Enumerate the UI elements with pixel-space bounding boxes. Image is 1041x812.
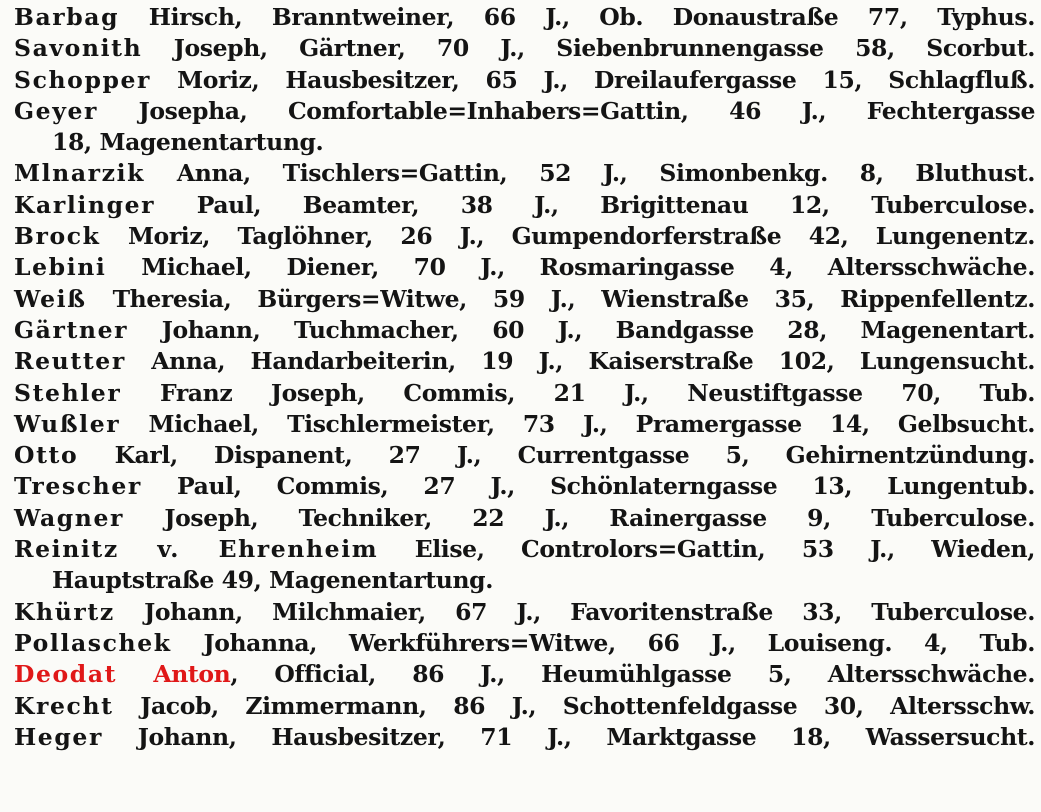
entry-details: , Diener, 70 J., Rosmaringasse 4, Altersschwäche. — [243, 253, 1035, 282]
entry-details: , Hausbesitzer, 71 J., Marktgasse 18, Wassersucht. — [228, 722, 1035, 751]
entry-details: , Zimmermann, 86 J., Schottenfeldgasse 30, Altersschw. — [211, 691, 1035, 720]
entry-given-name: Elise — [414, 535, 477, 564]
register-entry — [14, 315, 1035, 346]
register-entry — [14, 503, 1035, 534]
register-entry — [14, 378, 1035, 409]
entry-given-name: Joseph — [173, 34, 260, 63]
entry-details: , Bürgers=Witwe, 59 J., Wienstraße 35, Rippenfellentz. — [223, 284, 1035, 313]
entry-surname: Gärtner — [14, 315, 129, 344]
entry-details: , Techniker, 22 J., Rainergasse 9, Tuberculose. — [250, 503, 1035, 532]
entry-details: , Branntweiner, 66 J., Ob. Donaustraße 77, Typhus. — [234, 3, 1035, 31]
register-entry — [14, 691, 1035, 722]
entry-details: , Dispanent, 27 J., Currentgasse 5, Gehirnentzündung. — [169, 441, 1035, 470]
entry-details: , Beamter, 38 J., Brigittenau 12, Tuberculose. — [253, 190, 1035, 219]
register-entry — [14, 534, 1035, 565]
entry-surname: Barbag — [14, 3, 120, 31]
register-entry-continuation: 18, Magenentartung. — [52, 128, 324, 157]
entry-details: , Gärtner, 70 J., Siebenbrunnengasse 58, Scorbut. — [259, 34, 1035, 63]
register-entry — [14, 65, 1035, 96]
register-entry — [14, 284, 1035, 315]
entry-surname: Heger — [14, 722, 103, 751]
entry-details: , Milchmaier, 67 J., Favoritenstraße 33, Tuberculose. — [235, 597, 1035, 626]
register-entry — [14, 158, 1035, 189]
entry-details: , Hausbesitzer, 65 J., Dreilaufergasse 15, Schlagfluß. — [251, 65, 1035, 94]
death-register-list — [14, 2, 1035, 753]
entry-surname: Karlinger — [14, 190, 156, 219]
entry-surname: Savonith — [14, 34, 143, 63]
entry-details: , Commis, 27 J., Schönlaterngasse 13, Lungentub. — [233, 472, 1035, 501]
register-entry — [14, 221, 1035, 252]
entry-details: , Comfortable=Inhabers=Gattin, 46 J., Fechtergasse — [239, 96, 1035, 125]
register-entry-continuation: Hauptstraße 49, Magenentartung. — [52, 566, 493, 595]
register-entry — [14, 190, 1035, 221]
register-entry — [14, 96, 1035, 127]
register-entry-highlighted — [14, 659, 1035, 690]
register-entry — [14, 346, 1035, 377]
register-entry — [14, 2, 1035, 33]
entry-surname: Weiß — [14, 284, 87, 313]
entry-given-name: Theresia — [112, 284, 224, 313]
entry-surname: Otto — [14, 441, 79, 470]
register-entry — [14, 471, 1035, 502]
register-entry — [14, 409, 1035, 440]
entry-given-name: Michael — [141, 253, 244, 282]
entry-surname: Wagner — [14, 503, 125, 532]
entry-given-name: Josepha — [138, 96, 240, 125]
entry-surname: Krecht — [14, 691, 114, 720]
entry-given-name: Moriz — [127, 222, 203, 251]
entry-surname: Brock — [14, 222, 101, 251]
entry-surname: Mlnarzik — [14, 159, 145, 188]
entry-surname: Schopper — [14, 65, 152, 94]
register-entry — [14, 440, 1035, 471]
entry-given-name: Joseph — [164, 503, 251, 532]
register-entry — [14, 252, 1035, 283]
entry-surname: Khürtz — [14, 597, 115, 626]
entry-surname: Geyer — [14, 96, 99, 125]
entry-given-name: Anna — [176, 159, 243, 188]
entry-given-name: Jacob — [140, 691, 211, 720]
register-entry — [14, 597, 1035, 628]
entry-surname: Stehler — [14, 378, 122, 407]
entry-details: , Tischlers=Gattin, 52 J., Simonbenkg. 8, Bluthust. — [242, 159, 1035, 188]
entry-given-name: Johann — [161, 315, 253, 344]
entry-given-name: Franz Joseph — [159, 378, 357, 407]
entry-surname: Lebini — [14, 253, 107, 282]
entry-given-name: Johann — [137, 722, 229, 751]
entry-given-name: Karl — [114, 441, 170, 470]
entry-surname: Pollaschek — [14, 628, 172, 657]
entry-details: , Tuchmacher, 60 J., Bandgasse 28, Magenentart. — [252, 315, 1035, 344]
entry-details: , Controlors=Gattin, 53 J., Wieden, — [476, 535, 1035, 564]
entry-surname: Reinitz v. Ehrenheim — [14, 535, 379, 564]
entry-given-name: Hirsch — [148, 3, 235, 31]
entry-surname: Reutter — [14, 347, 126, 376]
entry-given-name: Michael — [148, 409, 252, 438]
register-entry — [14, 33, 1035, 64]
register-entry — [14, 722, 1035, 753]
entry-details: , Tischlermeister, 73 J., Pramergasse 14, Gelbsucht. — [251, 409, 1035, 438]
entry-details: , Handarbeiterin, 19 J., Kaiserstraße 102, Lungensucht. — [217, 347, 1035, 376]
entry-given-name: Anton — [153, 660, 231, 689]
register-entry — [14, 628, 1035, 659]
entry-surname: Deodat — [14, 660, 118, 689]
entry-given-name: Moriz — [177, 65, 252, 94]
entry-given-name: Paul — [196, 190, 254, 219]
entry-surname: Trescher — [14, 472, 142, 501]
entry-details: , Werkführers=Witwe, 66 J., Louiseng. 4, Tub. — [309, 628, 1035, 657]
entry-surname: Wußler — [14, 409, 121, 438]
entry-given-name: Anna — [151, 347, 218, 376]
entry-details: , Commis, 21 J., Neustiftgasse 70, Tub. — [356, 378, 1035, 407]
entry-given-name: Johanna — [203, 628, 310, 657]
entry-details: , Official, 86 J., Heumühlgasse 5, Altersschwäche. — [230, 660, 1035, 689]
entry-given-name: Johann — [144, 597, 236, 626]
entry-details: , Taglöhner, 26 J., Gumpendorferstraße 42, Lungenentz. — [202, 222, 1035, 251]
entry-given-name: Paul — [177, 472, 234, 501]
